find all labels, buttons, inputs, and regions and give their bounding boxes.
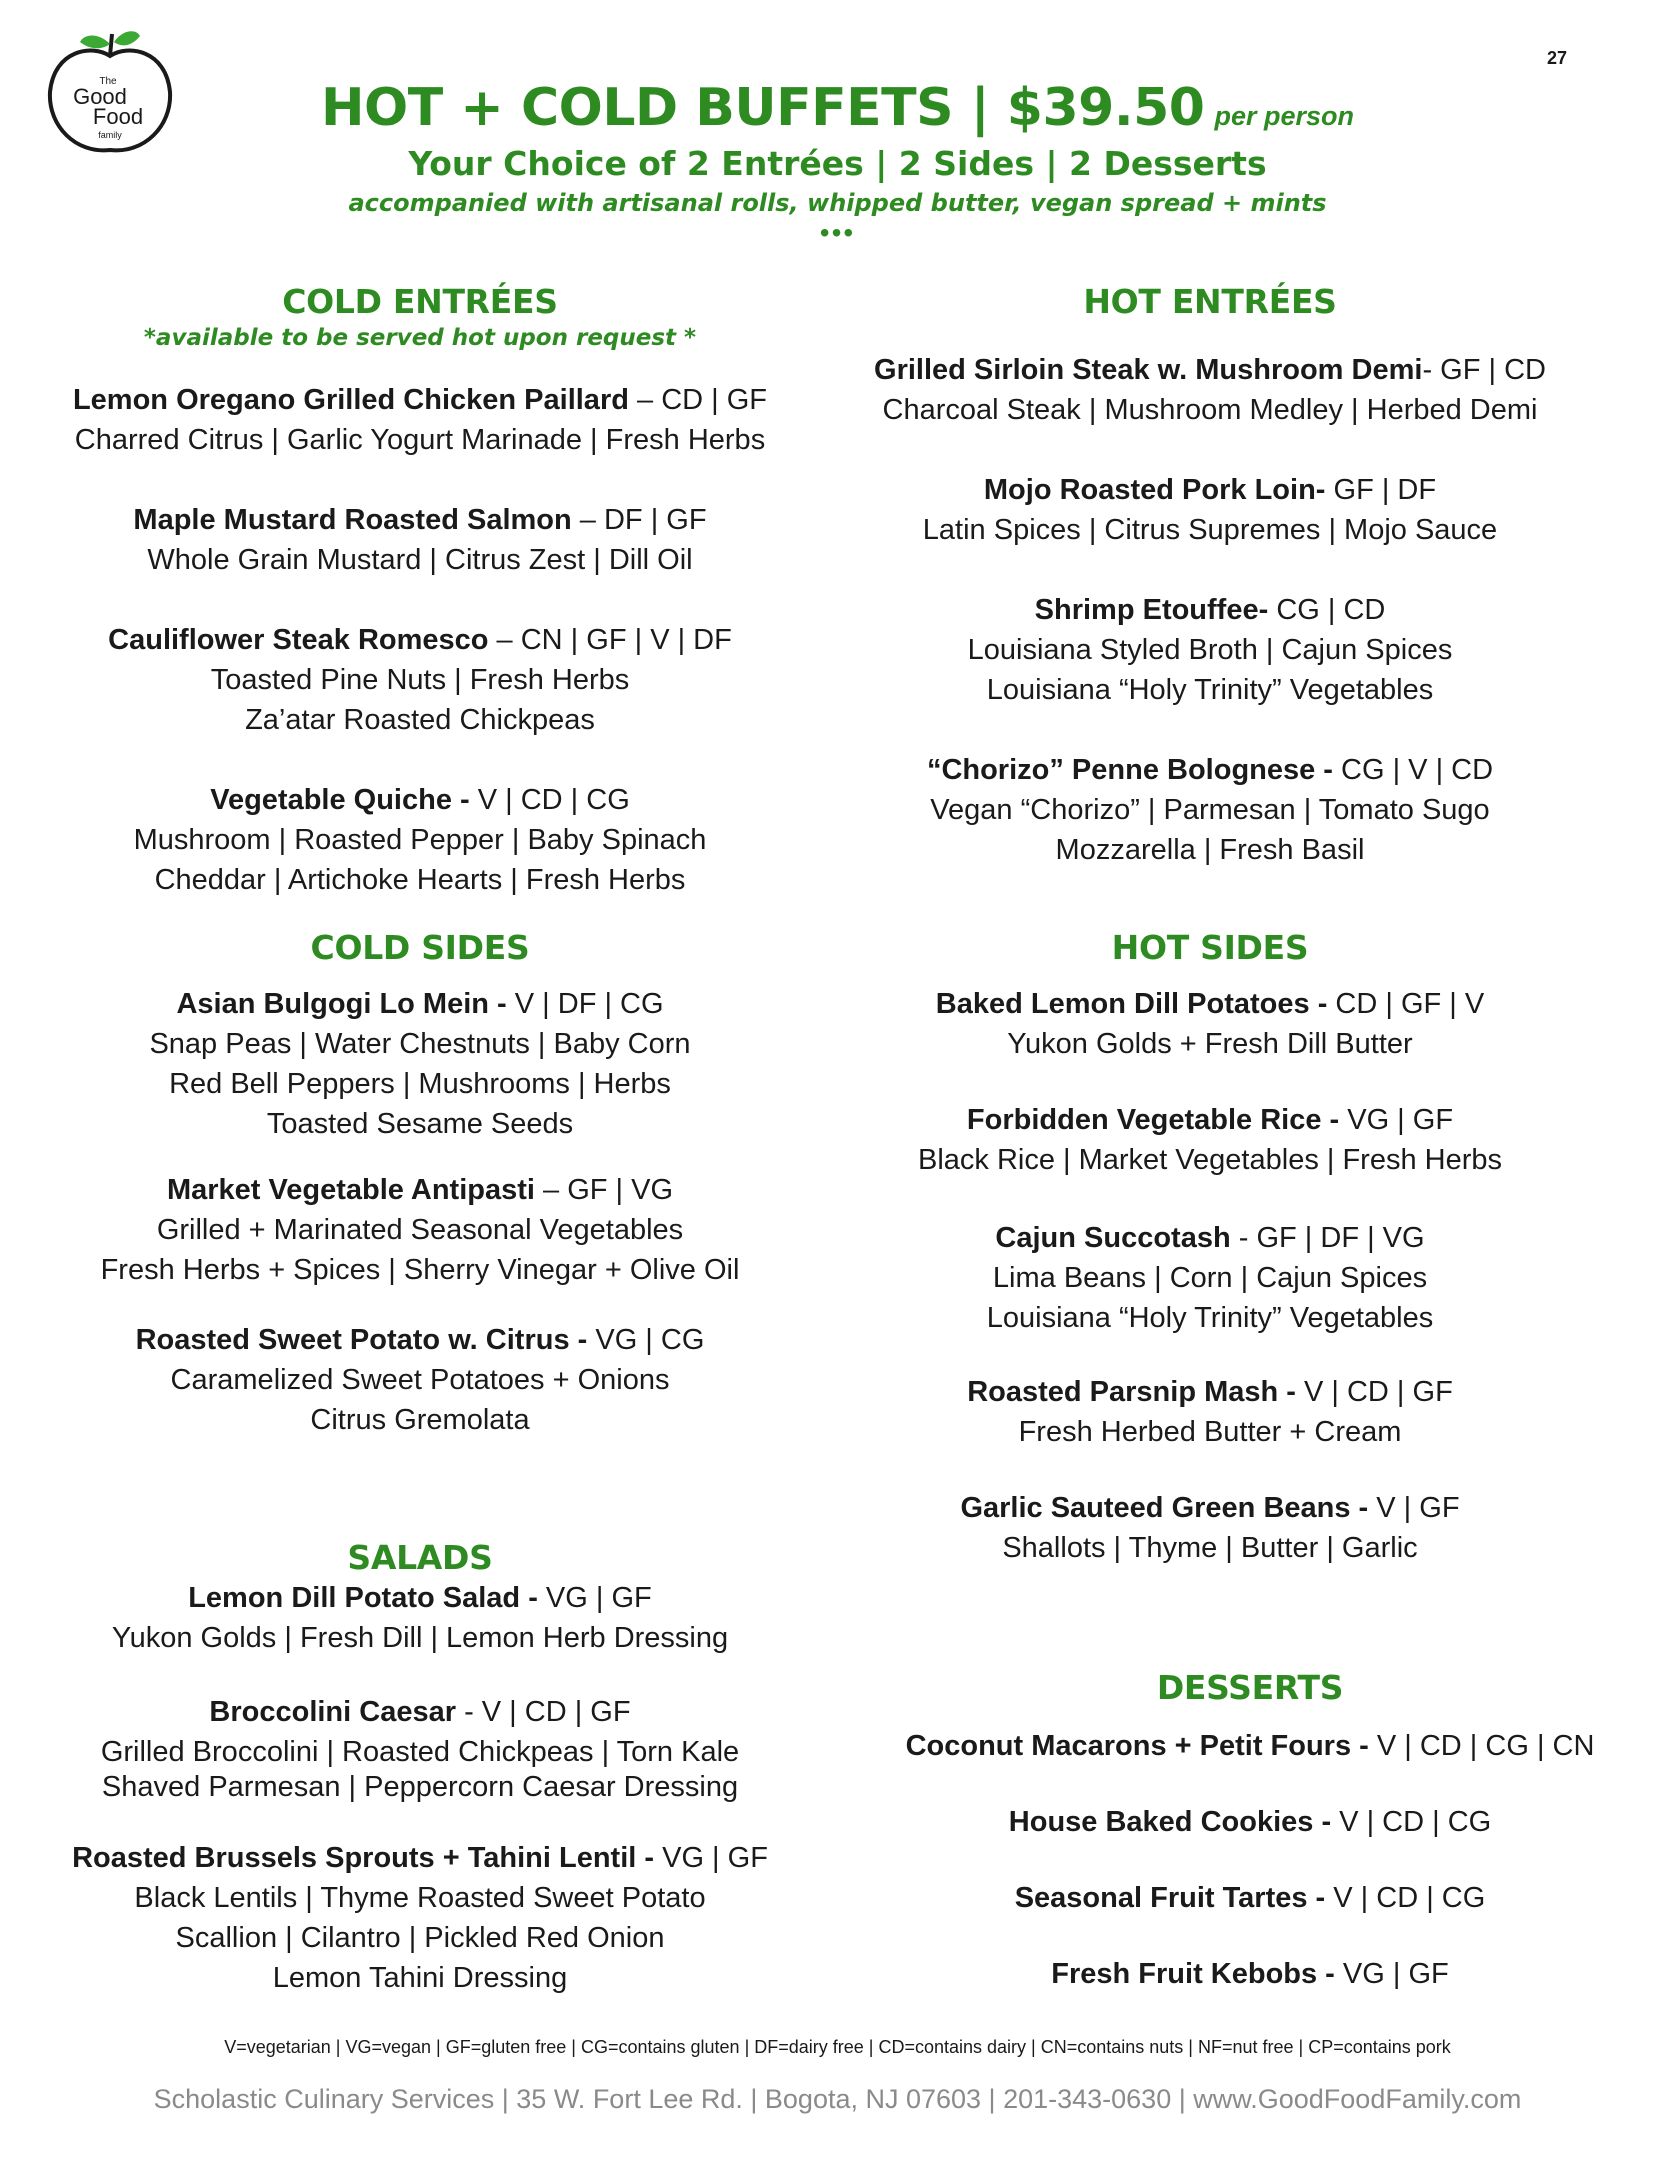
choice-subtitle: Your Choice of 2 Entrées | 2 Sides | 2 Desserts (408, 144, 1267, 183)
desserts-section (880, 1668, 1620, 1707)
item-name: Vegetable Quiche - (210, 784, 470, 816)
menu-item (840, 590, 1580, 710)
item-name: Maple Mustard Roasted Salmon (133, 504, 572, 536)
item-name: Cauliflower Steak Romesco (108, 624, 489, 656)
item-name: Roasted Sweet Potato w. Citrus - (135, 1324, 588, 1356)
item-description: Yukon Golds | Fresh Dill | Lemon Herb Dressing (111, 1622, 729, 1654)
item-name: Grilled Sirloin Steak w. Mushroom Demi (874, 354, 1423, 386)
item-tags: VG | GF (654, 1842, 768, 1874)
item-description: Shallots | Thyme | Butter | Garlic (1002, 1532, 1418, 1564)
menu-item (840, 1100, 1580, 1180)
item-description: Charcoal Steak | Mushroom Medley | Herbed Demi (882, 394, 1538, 426)
item-name: Mojo Roasted Pork Loin- (983, 474, 1326, 506)
divider-dots: ••• (819, 217, 856, 248)
item-description: Red Bell Peppers | Mushrooms | Herbs (169, 1068, 671, 1100)
company-address: Scholastic Culinary Services | 35 W. Fort Lee Rd. | Bogota, NJ 07603 | 201-343-0630 | www.GoodFoodFamily.com (153, 2084, 1522, 2114)
item-description: Lima Beans | Corn | Cajun Spices (992, 1262, 1428, 1294)
item-description: Citrus Gremolata (310, 1404, 530, 1436)
item-tags: – DF | GF (571, 504, 707, 536)
item-name: “Chorizo” Penne Bolognese - (926, 754, 1333, 786)
cold-entrees-section (30, 282, 810, 351)
item-tags: – CN | GF | V | DF (488, 624, 732, 656)
item-description: Black Rice | Market Vegetables | Fresh Herbs (917, 1144, 1503, 1176)
item-description: Grilled Broccolini | Roasted Chickpeas | Torn Kale (100, 1736, 740, 1768)
item-description: Louisiana “Holy Trinity” Vegetables (986, 1302, 1434, 1334)
item-description: Fresh Herbed Butter + Cream (1018, 1416, 1402, 1448)
item-description: Charred Citrus | Garlic Yogurt Marinade | Fresh Herbs (74, 424, 766, 456)
menu-item (30, 1578, 810, 1658)
menu-item (840, 1488, 1580, 1568)
menu-item (30, 780, 810, 900)
item-description: Toasted Sesame Seeds (266, 1108, 574, 1140)
item-description: Black Lentils | Thyme Roasted Sweet Potato (134, 1882, 706, 1914)
section-title: DESSERTS (1156, 1668, 1344, 1707)
item-description: Whole Grain Mustard | Citrus Zest | Dill Oil (147, 544, 693, 576)
menu-item (30, 1320, 810, 1440)
hot-sides-section (840, 928, 1580, 967)
menu-item (30, 500, 810, 580)
item-description: Grilled + Marinated Seasonal Vegetables (156, 1214, 684, 1246)
logo-leaf-right (114, 31, 140, 45)
item-name: Fresh Fruit Kebobs - (1051, 1958, 1335, 1990)
menu-item (840, 470, 1580, 550)
item-tags: VG | GF (537, 1582, 652, 1614)
menu-header (0, 78, 1675, 248)
page-title: HOT + COLD BUFFETS | $39.50 (321, 78, 1205, 138)
item-name: Garlic Sauteed Green Beans - (960, 1492, 1369, 1524)
menu-item (840, 1372, 1580, 1452)
item-name: Forbidden Vegetable Rice - (966, 1104, 1340, 1136)
menu-item (30, 620, 810, 740)
per-person-label: per person (1214, 101, 1354, 131)
menu-item (30, 1692, 810, 1802)
item-description: Snap Peas | Water Chestnuts | Baby Corn (149, 1028, 691, 1060)
menu-item (840, 750, 1580, 870)
item-name: Asian Bulgogi Lo Mein - (176, 988, 507, 1020)
item-description: Louisiana “Holy Trinity” Vegetables (986, 674, 1434, 706)
item-description: Latin Spices | Citrus Supremes | Mojo Sauce (922, 514, 1498, 546)
section-title: HOT SIDES (1111, 928, 1309, 967)
item-description: Yukon Golds + Fresh Dill Butter (1007, 1028, 1413, 1060)
item-name: Coconut Macarons + Petit Fours - (905, 1730, 1369, 1762)
menu-item (880, 1802, 1620, 1842)
item-description: Vegan “Chorizo” | Parmesan | Tomato Sugo (930, 794, 1490, 826)
menu-item (880, 1878, 1620, 1918)
section-title: SALADS (347, 1538, 493, 1577)
item-name: Roasted Brussels Sprouts + Tahini Lentil - (72, 1842, 655, 1874)
item-description: Mushroom | Roasted Pepper | Baby Spinach (133, 824, 707, 856)
hot-entrees-section (840, 282, 1580, 321)
item-description: Shaved Parmesan | Peppercorn Caesar Dressing (101, 1771, 739, 1803)
menu-item (840, 1218, 1580, 1338)
item-tags: V | DF | CG (506, 988, 664, 1020)
item-tags: V | CD | CG | CN (1368, 1730, 1595, 1762)
item-tags: - GF | DF | VG (1230, 1222, 1425, 1254)
item-description: Toasted Pine Nuts | Fresh Herbs (210, 664, 630, 696)
item-tags: V | GF (1368, 1492, 1460, 1524)
item-tags: GF | DF (1325, 474, 1437, 506)
logo-text-good: Good (73, 84, 127, 109)
item-tags: VG | GF (1334, 1958, 1449, 1990)
section-title: HOT ENTRÉES (1083, 282, 1337, 321)
item-tags: VG | CG (587, 1324, 705, 1356)
item-name: Baked Lemon Dill Potatoes - (935, 988, 1328, 1020)
logo-leaf-left (80, 36, 110, 49)
item-tags: CG | V | CD (1332, 754, 1494, 786)
item-tags: V | CD | CG (469, 784, 630, 816)
item-description: Lemon Tahini Dressing (272, 1962, 568, 1994)
item-tags: V | CD | CG (1331, 1806, 1492, 1838)
item-description: Caramelized Sweet Potatoes + Onions (170, 1364, 670, 1396)
item-description: Cheddar | Artichoke Hearts | Fresh Herbs (154, 864, 686, 896)
item-tags: VG | GF (1339, 1104, 1454, 1136)
menu-item (840, 984, 1580, 1064)
item-tags: V | CD | CG (1325, 1882, 1486, 1914)
cold-sides-section (30, 928, 810, 967)
item-description: Louisiana Styled Broth | Cajun Spices (967, 634, 1453, 666)
item-tags: - GF | CD (1422, 354, 1546, 386)
item-name: Broccolini Caesar (209, 1696, 457, 1728)
item-description: Mozzarella | Fresh Basil (1055, 834, 1365, 866)
title-line (0, 78, 1675, 138)
menu-item (840, 350, 1580, 430)
menu-item (30, 380, 810, 460)
menu-item (30, 1838, 810, 1998)
menu-item (880, 1726, 1620, 1766)
item-name: Roasted Parsnip Mash - (967, 1376, 1296, 1408)
item-tags: - V | CD | GF (456, 1696, 631, 1728)
salads-section (30, 1538, 810, 1577)
dietary-legend: V=vegetarian | VG=vegan | GF=gluten free | CG=contains gluten | DF=dairy free | CD=contains dairy | CN=contains nuts | NF=nut free | CP=contains pork (224, 2037, 1451, 2057)
menu-item (30, 1170, 810, 1290)
item-name: Seasonal Fruit Tartes - (1014, 1882, 1326, 1914)
item-description: Fresh Herbs + Spices | Sherry Vinegar + Olive Oil (100, 1254, 740, 1286)
item-tags: CD | GF | V (1327, 988, 1485, 1020)
page-number: 27 (1546, 48, 1567, 68)
item-tags: – CD | GF (628, 384, 768, 416)
item-tags: – GF | VG (534, 1174, 674, 1206)
item-name: Lemon Oregano Grilled Chicken Paillard (72, 384, 629, 416)
accompaniments-tagline: accompanied with artisanal rolls, whipped butter, vegan spread + mints (348, 189, 1327, 217)
item-description: Za’atar Roasted Chickpeas (245, 704, 595, 736)
item-name: Lemon Dill Potato Salad - (188, 1582, 538, 1614)
section-title: COLD ENTRÉES (282, 282, 558, 321)
item-description: Scallion | Cilantro | Pickled Red Onion (175, 1922, 665, 1954)
menu-item (30, 984, 810, 1144)
section-note: *available to be served hot upon request * (143, 325, 697, 351)
item-name: Shrimp Etouffee- (1034, 594, 1269, 626)
logo-text-family: family (98, 130, 122, 140)
logo-text-food: Food (92, 104, 144, 129)
item-name: Market Vegetable Antipasti (166, 1174, 535, 1206)
item-tags: V | CD | GF (1295, 1376, 1453, 1408)
menu-item (880, 1954, 1620, 1994)
logo-text-the: The (99, 76, 117, 87)
item-tags: CG | CD (1268, 594, 1386, 626)
item-name: Cajun Succotash (995, 1222, 1231, 1254)
logo-stem (110, 34, 112, 56)
section-title: COLD SIDES (310, 928, 530, 967)
item-name: House Baked Cookies - (1008, 1806, 1332, 1838)
